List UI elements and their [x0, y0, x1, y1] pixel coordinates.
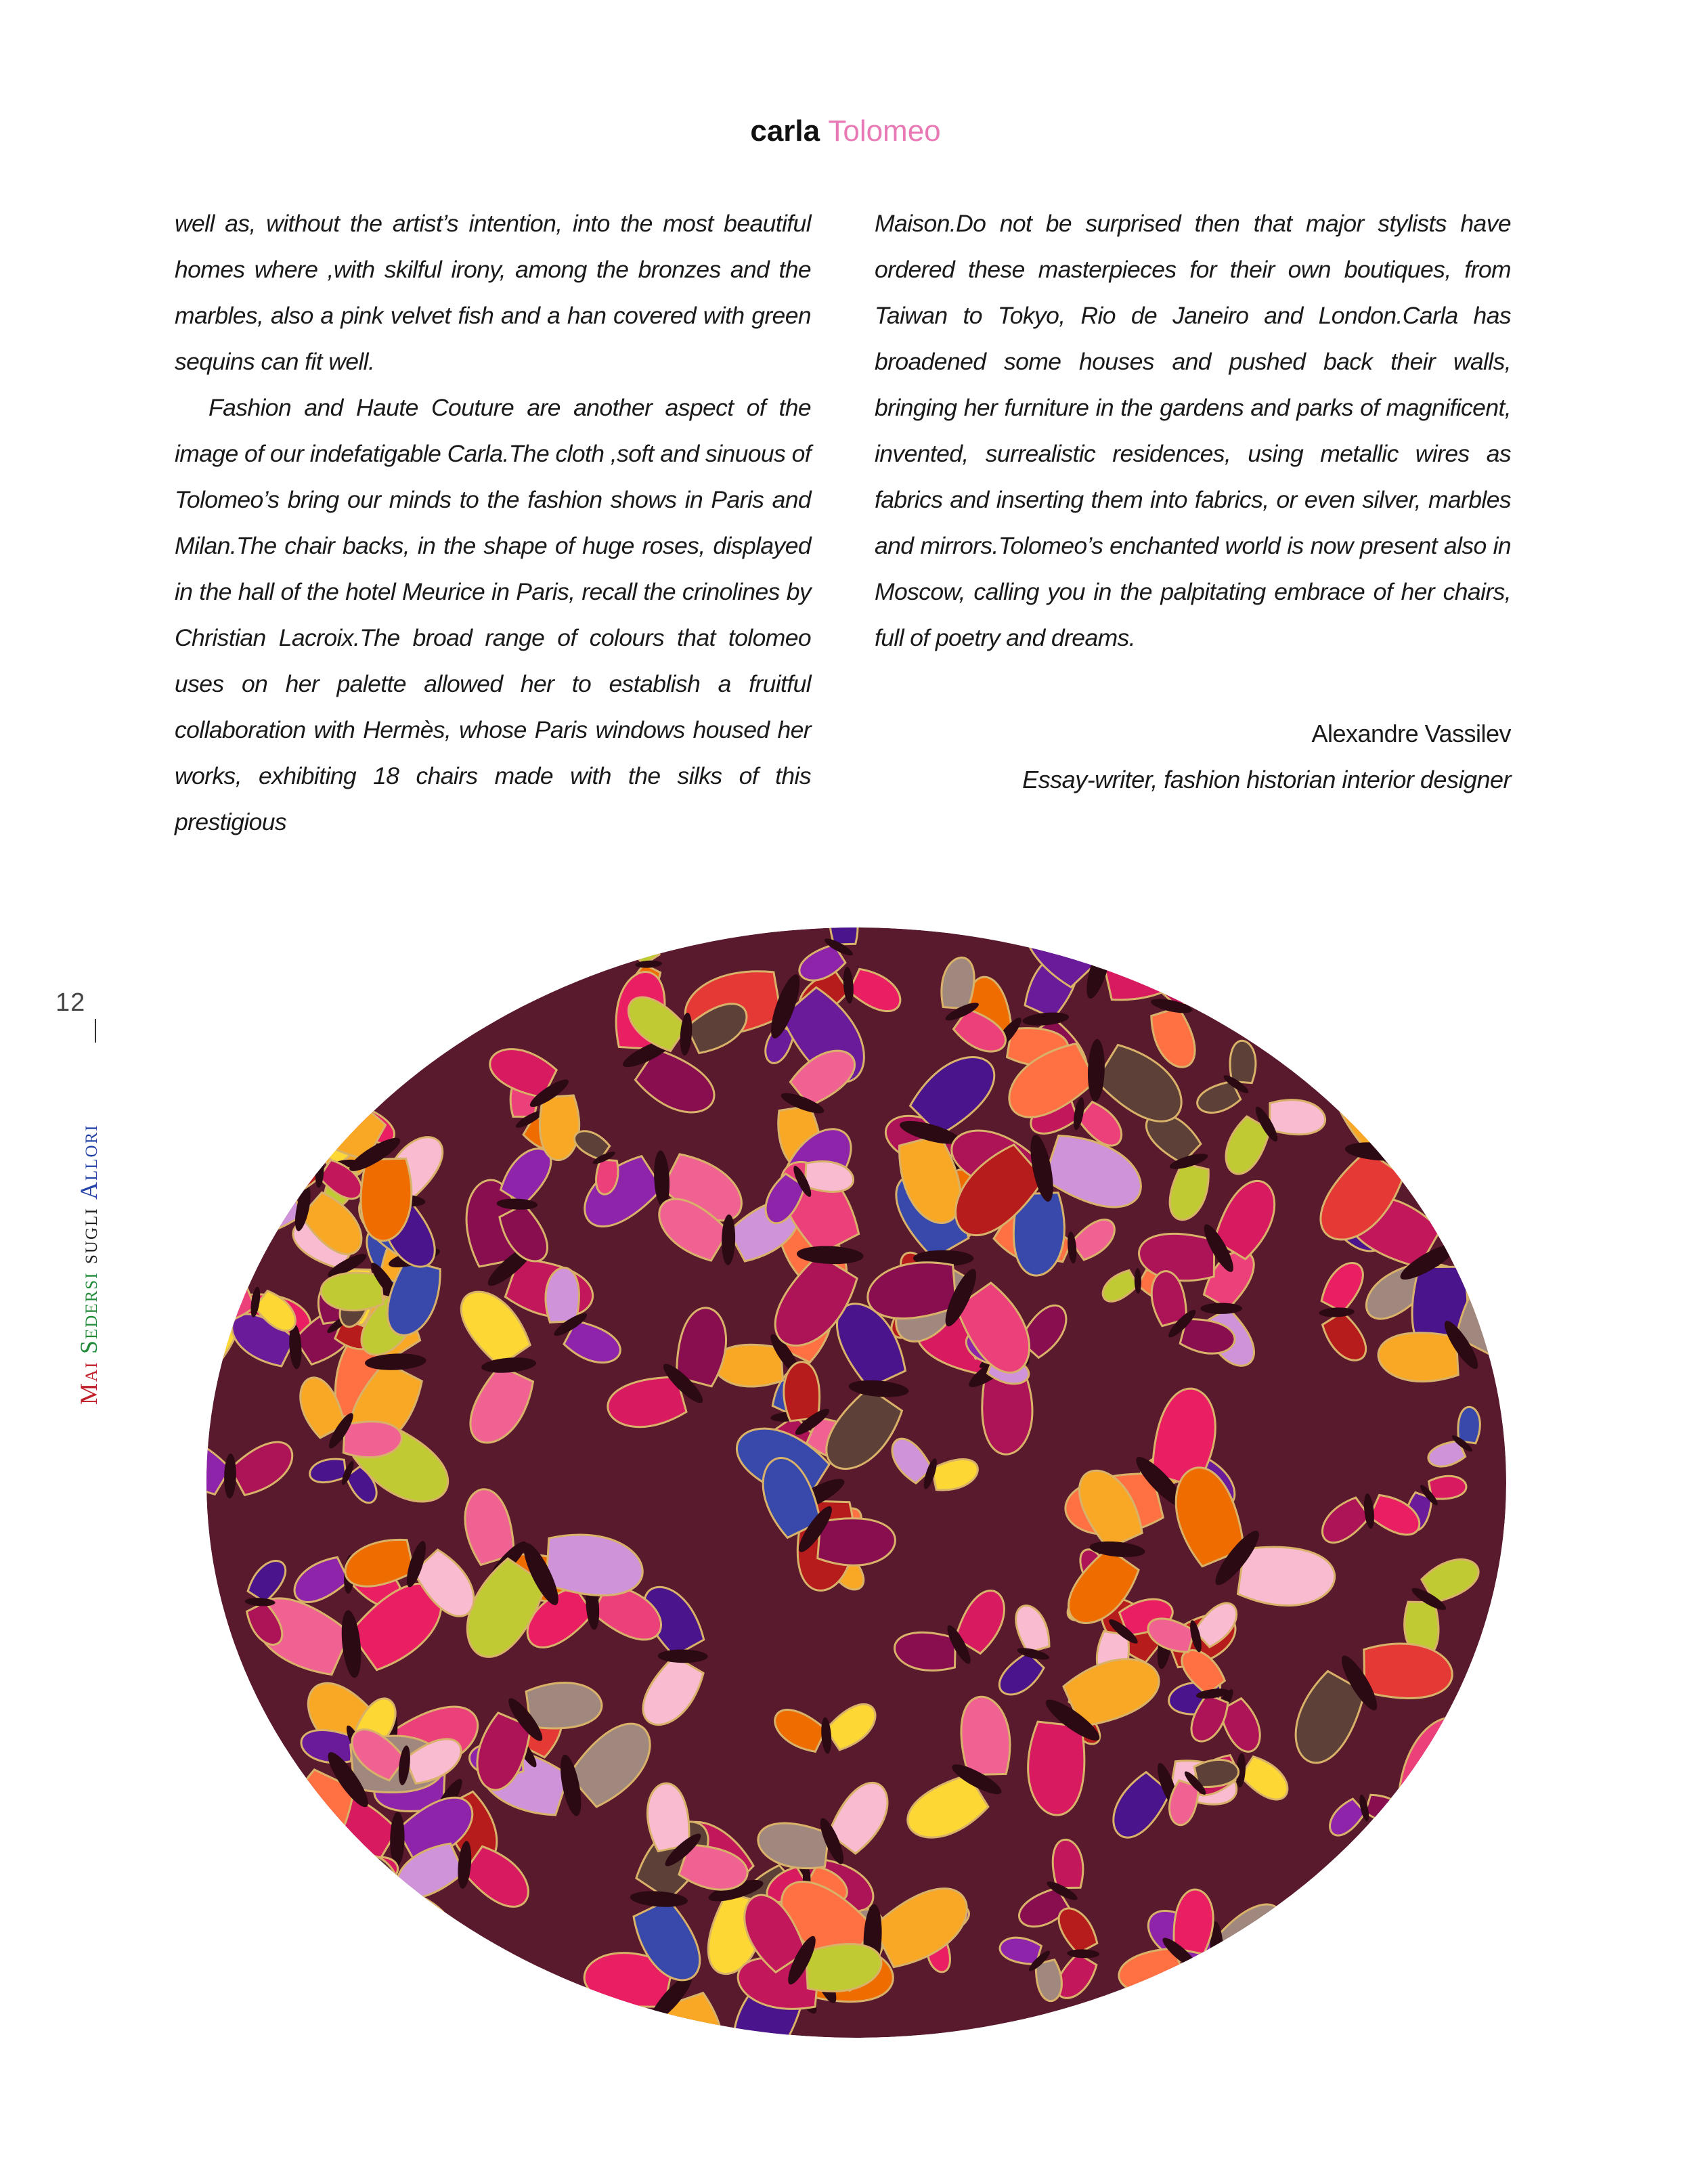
butterfly-shape	[203, 1936, 268, 2058]
butterfly-shape	[276, 1021, 374, 1089]
butterfly-shape	[1376, 907, 1463, 995]
left-paragraph-1: well as, without the artist’s intention, into the most beautiful homes where ,with skilful irony, among the bronzes and the marbles, also a pink velvet fish and a han covered with green sequins can fit well.	[175, 210, 811, 375]
header-first-name: carla	[750, 114, 820, 148]
right-paragraph-1: Maison.Do not be surprised then that major stylists have ordered these masterpieces for their own boutiques, from Taiwan to Tokyo, Rio de Janeiro and London.Carla has broadened some houses and pushed back their walls, bringing her furniture in the gardens and parks of magnificent, invented, surrealistic residences, using metallic wires as fabrics and inserting them into fabrics, or even silver, marbles and mirrors.Tolomeo’s enchanted world is now present also in Moscow, calling you in the palpitating embrace of her chairs, full of poetry and dreams.	[875, 210, 1511, 651]
side-title-word-4: Allori	[75, 1124, 102, 1200]
left-column	[175, 200, 811, 845]
butterfly-shape	[209, 1701, 275, 1827]
side-title-word-3: sugli	[75, 1207, 102, 1265]
signature	[875, 711, 1511, 803]
side-title-word-1: Mai	[75, 1361, 102, 1405]
butterfly-shape	[1401, 1862, 1483, 1967]
page-header	[0, 114, 1691, 149]
left-paragraph-2: Fashion and Haute Couture are another aspect of the image of our indefatigable Carla.The cloth ,soft and sinuous of Tolomeo’s bring our minds to the fashion shows in Paris and Milan.The chair backs, in the shape of huge roses, displayed in the hall of the hotel Meurice in Paris, recall the crinolines by Christian Lacroix.The broad range of colours that tolomeo uses on her palette allowed her to establish a fruitful collaboration with Hermès, whose Paris windows housed her works, exhibiting 18 chairs made with the silks of this prestigious	[175, 394, 811, 835]
butterfly-shape	[209, 1133, 318, 1203]
side-divider	[95, 1019, 96, 1043]
author-role: Essay-writer, fashion historian interior designer	[1022, 766, 1511, 793]
page-number: 12	[56, 988, 86, 1017]
butterfly-shape	[318, 918, 403, 1089]
butterfly-shape	[1256, 940, 1334, 998]
butterfly-shape	[353, 907, 526, 982]
header-last-name: Tolomeo	[828, 114, 941, 148]
butterfly-shape	[207, 1730, 297, 1861]
side-title-word-2: Sedersi	[75, 1271, 102, 1354]
butterfly-shape	[1408, 1107, 1493, 1153]
butterfly-shape	[203, 1111, 305, 1160]
butterfly-shape	[1320, 987, 1393, 1111]
butterfly-mosaic	[203, 907, 1510, 2058]
butterfly-shape	[336, 907, 387, 998]
butterfly-chair-artwork	[203, 907, 1510, 2058]
butterfly-shape	[274, 907, 393, 1031]
butterfly-shape	[299, 959, 368, 1058]
butterfly-shape	[1355, 956, 1510, 1097]
side-title	[74, 1053, 103, 1405]
author-name: Alexandre Vassilev	[1311, 720, 1511, 747]
butterfly-shape	[280, 1902, 381, 1999]
butterfly-shape	[1224, 1952, 1341, 2007]
butterfly-shape	[317, 907, 479, 1032]
right-column	[875, 200, 1511, 661]
butterfly-shape	[1363, 1944, 1403, 2024]
butterfly-shape	[1279, 1931, 1404, 2019]
